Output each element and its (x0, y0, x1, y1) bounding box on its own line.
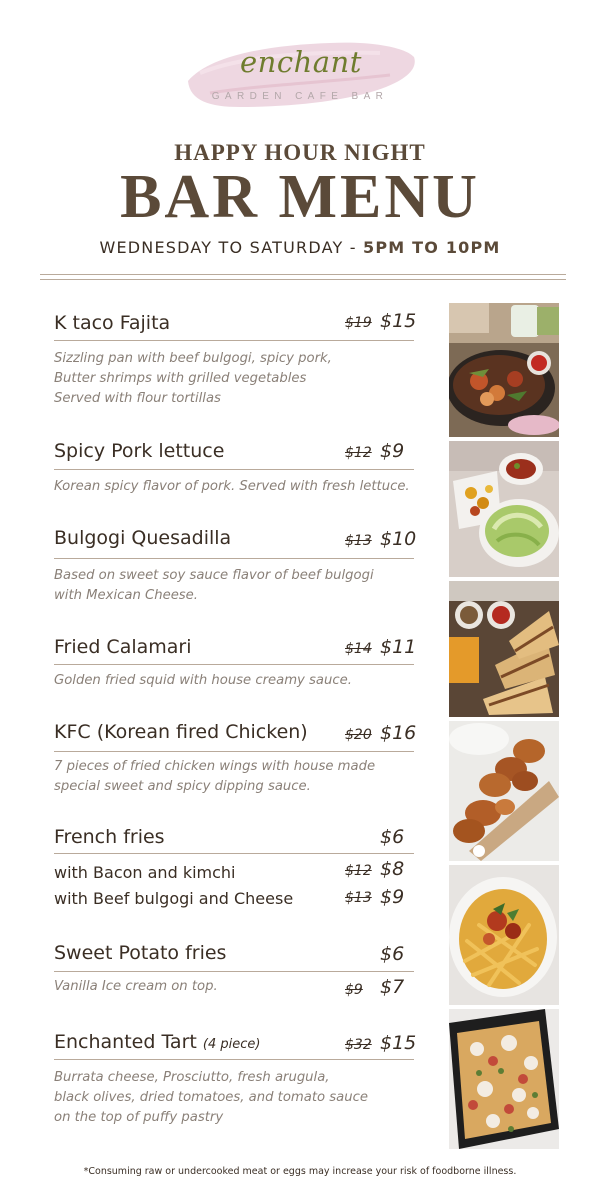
item-description: Korean spicy flavor of pork. Served with fresh lettuce. (54, 479, 410, 494)
header-divider (40, 274, 566, 280)
item-rule (54, 1059, 414, 1060)
item-name: Spicy Pork lettuce (54, 440, 225, 462)
item-name: Sweet Potato fries (54, 942, 227, 964)
item-description: 7 pieces of fried chicken wings with house made special sweet and spicy dipping sauce. (54, 759, 376, 794)
item-description: Vanilla Ice cream on top. (54, 979, 218, 994)
item-rule (54, 469, 414, 470)
old-price: $20 (345, 727, 372, 743)
old-price: $19 (345, 315, 372, 331)
new-price: $10 (380, 528, 417, 550)
pork-lettuce-photo (449, 441, 559, 577)
item-name-note: (4 piece) (202, 1037, 261, 1052)
logo-wordmark: enchant (240, 45, 362, 79)
item-name: KFC (Korean fired Chicken) (54, 721, 308, 743)
schedule-line (0, 238, 600, 257)
fries-photo (449, 865, 559, 1005)
schedule-days: WEDNESDAY TO SATURDAY - (99, 238, 363, 257)
tart-photo (449, 1009, 559, 1149)
option-bulgogi-cheese: with Beef bulgogi and Cheese (54, 889, 294, 908)
food-safety-disclaimer: *Consuming raw or undercooked meat or eggs may increase your risk of foodborne illness. (83, 1166, 517, 1177)
item-name: K taco Fajita (54, 312, 171, 334)
item-rule (54, 971, 414, 972)
new-price: $15 (380, 310, 417, 332)
item-rule (54, 751, 414, 752)
new-price: $16 (380, 722, 417, 744)
old-price: $12 (345, 445, 372, 461)
option-new-price: $9 (380, 886, 405, 908)
title-bar-menu: BAR MENU (120, 163, 480, 231)
option-bacon-kimchi: with Bacon and kimchi (54, 863, 236, 882)
item-name: French fries (54, 826, 165, 848)
base-price: $6 (380, 943, 405, 965)
item-name: Bulgogi Quesadilla (54, 527, 232, 549)
item-description: Sizzling pan with beef bulgogi, spicy pork, Butter shrimps with grilled vegetables Served with flour tortillas (54, 351, 332, 406)
fajita-photo (449, 303, 559, 437)
item-rule (54, 558, 414, 559)
item-description: Based on sweet soy sauce flavor of beef bulgogi with Mexican Cheese. (54, 568, 374, 603)
new-price: $9 (380, 440, 405, 462)
new-price: $11 (380, 636, 417, 658)
base-price: $6 (380, 826, 405, 848)
item-rule (54, 340, 414, 341)
option-new-price: $8 (380, 858, 405, 880)
item-description: Burrata cheese, Prosciutto, fresh arugula, black olives, dried tomatoes, and tomato sauce on the top of puffy pastry (54, 1070, 368, 1125)
item-name (54, 1031, 260, 1053)
item-name-text: Enchanted Tart (54, 1031, 197, 1053)
quesadilla-photo (449, 581, 559, 717)
option-old-price: $12 (345, 863, 372, 879)
old-price: $9 (345, 982, 363, 998)
title-happy-hour: HAPPY HOUR NIGHT (174, 140, 426, 165)
item-name: Fried Calamari (54, 636, 192, 658)
chicken-wings-photo (449, 721, 559, 861)
old-price: $32 (345, 1037, 372, 1053)
new-price: $15 (380, 1032, 417, 1054)
option-old-price: $13 (345, 890, 372, 906)
schedule-time: 5PM TO 10PM (363, 238, 501, 257)
old-price: $13 (345, 533, 372, 549)
item-rule (54, 664, 414, 665)
old-price: $14 (345, 641, 372, 657)
new-price: $7 (380, 976, 405, 998)
logo-subtitle: GARDEN CAFE BAR (211, 91, 389, 102)
brand-logo (180, 35, 420, 115)
item-rule (54, 853, 414, 854)
item-description: Golden fried squid with house creamy sauce. (54, 673, 352, 688)
